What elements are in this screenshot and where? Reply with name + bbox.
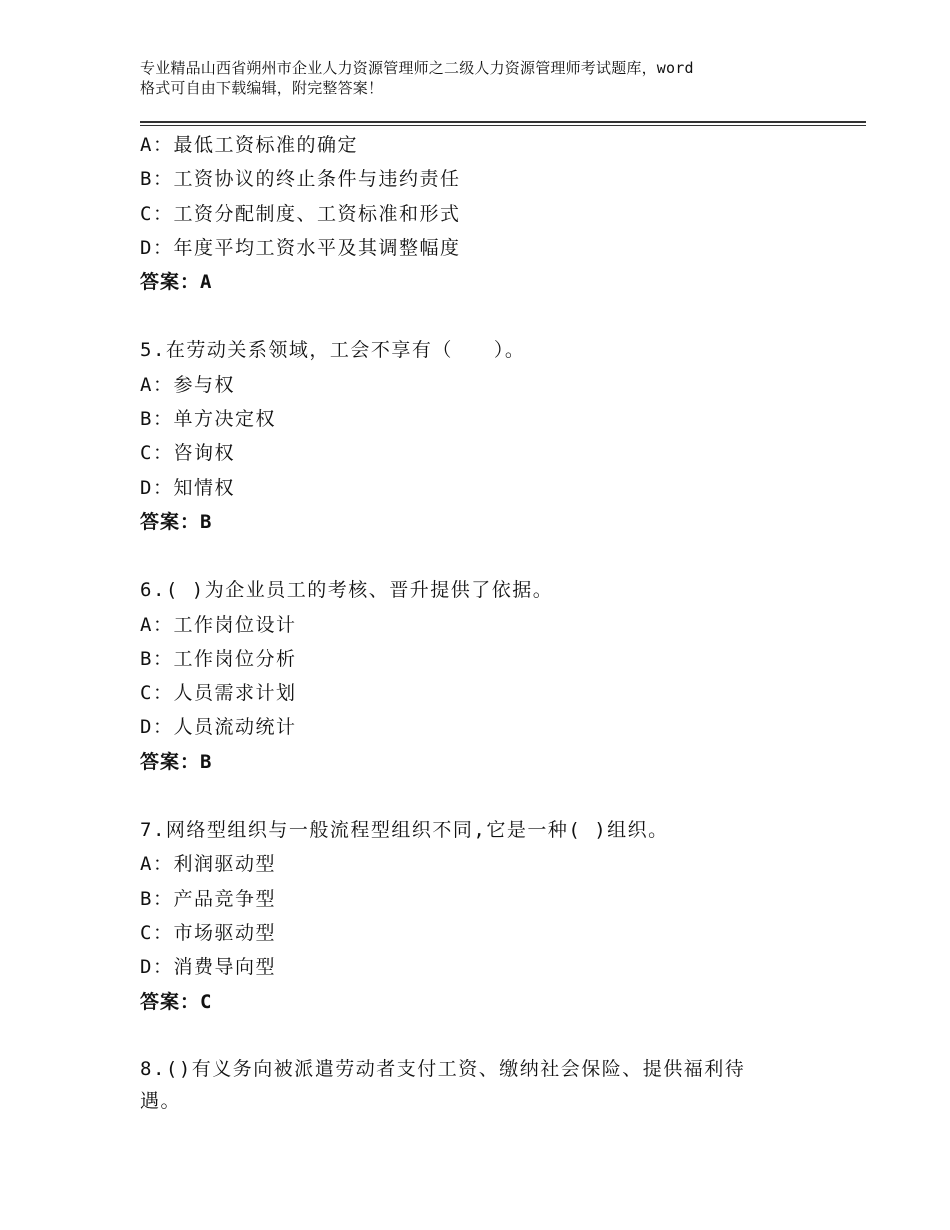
option-b: B：工作岗位分析	[140, 647, 297, 670]
option-a: A：工作岗位设计	[140, 613, 297, 636]
option-d: D：消费导向型	[140, 956, 276, 979]
question-5	[140, 333, 840, 539]
answer: 答案：B	[140, 510, 213, 533]
header-divider-thick	[140, 121, 866, 123]
answer: 答案：C	[140, 990, 213, 1013]
option-d: D：人员流动统计	[140, 716, 297, 739]
document-header	[140, 58, 830, 98]
option-a: A：利润驱动型	[140, 853, 276, 876]
header-title-line-2: 格式可自由下载编辑，附完整答案！	[140, 79, 384, 97]
option-d: D：知情权	[140, 476, 235, 499]
question-4	[140, 128, 840, 299]
option-b: B：单方决定权	[140, 408, 276, 431]
header-title-line-1: 专业精品山西省朔州市企业人力资源管理师之二级人力资源管理师考试题库，word	[140, 59, 694, 77]
option-b: B：工资协议的终止条件与违约责任	[140, 168, 461, 191]
answer: 答案：B	[140, 750, 213, 773]
answer: 答案：A	[140, 271, 213, 294]
option-a: A：参与权	[140, 373, 235, 396]
option-d: D：年度平均工资水平及其调整幅度	[140, 236, 461, 259]
question-stem: 7.网络型组织与一般流程型组织不同,它是一种( )组织。	[140, 819, 669, 842]
question-stem: 5.在劳动关系领域，工会不享有（ ）。	[140, 339, 526, 362]
question-stem: 6.( )为企业员工的考核、晋升提供了依据。	[140, 579, 554, 602]
question-list	[140, 128, 840, 1117]
question-6	[140, 573, 840, 779]
option-b: B：产品竞争型	[140, 887, 276, 910]
question-8	[140, 1053, 840, 1117]
option-c: C：市场驱动型	[140, 921, 276, 944]
option-c: C：人员需求计划	[140, 682, 297, 705]
header-divider-thin	[140, 125, 866, 126]
option-c: C：工资分配制度、工资标准和形式	[140, 202, 461, 225]
option-c: C：咨询权	[140, 442, 235, 465]
option-a: A：最低工资标准的确定	[140, 134, 358, 156]
question-stem: 8.()有义务向被派遣劳动者支付工资、缴纳社会保险、提供福利待遇。	[140, 1057, 746, 1112]
question-7	[140, 813, 840, 1019]
